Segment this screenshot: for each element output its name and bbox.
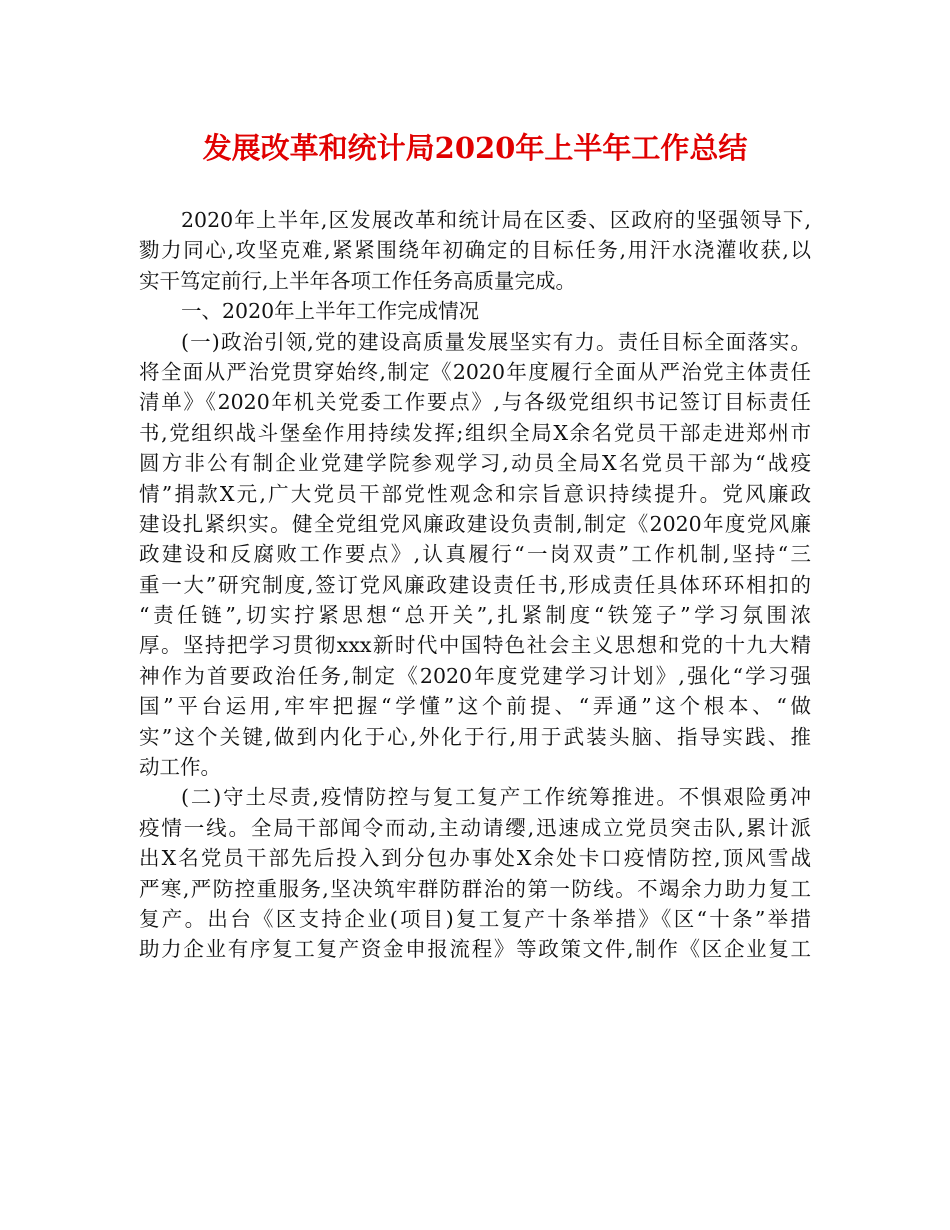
text-line: 疫情一线。全局干部闻令而动,主动请缨,迅速成立党员突击队,累计派 [139,815,811,840]
text-line: 勠力同心,攻坚克难,紧紧围绕年初确定的目标任务,用汗水浇灌收获,以 [139,238,811,263]
text-line: (二)守土尽责,疫情防控与复工复产工作统筹推进。不惧艰险勇冲 [181,785,811,810]
text-line: 重一大”研究制度,签订党风廉政建设责任书,形成责任具体环环相扣的 [139,572,811,597]
text-line: 实干笃定前行,上半年各项工作任务高质量完成。 [139,268,577,293]
text-line: “责任链”,切实拧紧思想“总开关”,扎紧制度“铁笼子”学习氛围浓 [139,603,811,628]
text-line: 圆方非公有制企业党建学院参观学习,动员全局X名党员干部为“战疫 [139,451,811,476]
text-line: 神作为首要政治任务,制定《2020年度党建学习计划》,强化“学习强 [139,663,811,688]
text-line: 动工作。 [139,755,221,780]
text-line: 实”这个关键,做到内化于心,外化于行,用于武装头脑、指导实践、推 [139,724,811,749]
text-line: 2020年上半年,区发展改革和统计局在区委、区政府的坚强领导下, [181,208,811,232]
text-line: (一)政治引领,党的建设高质量发展坚实有力。责任目标全面落实。 [181,329,811,354]
text-line: 将全面从严治党贯穿始终,制定《2020年度履行全面从严治党主体责任 [139,359,811,384]
text-line: 情”捐款X元,广大党员干部党性观念和宗旨意识持续提升。党风廉政 [139,481,811,506]
text-line: 建设扎紧织实。健全党组党风廉政建设负责制,制定《2020年度党风廉 [139,511,811,536]
text-line: 书,党组织战斗堡垒作用持续发挥;组织全局X余名党员干部走进郑州市 [139,420,811,445]
document-title: 发展改革和统计局2020年上半年工作总结 [202,131,748,165]
text-line: 厚。坚持把学习贯彻xxx新时代中国特色社会主义思想和党的十九大精 [139,633,811,658]
document-body [139,205,811,965]
text-line: 国”平台运用,牢牢把握“学懂”这个前提、“弄通”这个根本、“做 [139,694,811,719]
text-line: 一、2020年上半年工作完成情况 [181,299,480,324]
text-line: 助力企业有序复工复产资金申报流程》等政策文件,制作《区企业复工 [139,937,811,962]
text-line: 严寒,严防控重服务,坚决筑牢群防群治的第一防线。不竭余力助力复工 [139,876,811,901]
text-line: 清单》《2020年机关党委工作要点》,与各级党组织书记签订目标责任 [139,390,811,415]
text-line: 复产。出台《区支持企业(项目)复工复产十条举措》《区“十条”举措 [139,906,811,931]
text-line: 出X名党员干部先后投入到分包办事处X余处卡口疫情防控,顶风雪战 [139,846,811,871]
text-line: 政建设和反腐败工作要点》,认真履行“一岗双责”工作机制,坚持“三 [139,542,811,567]
